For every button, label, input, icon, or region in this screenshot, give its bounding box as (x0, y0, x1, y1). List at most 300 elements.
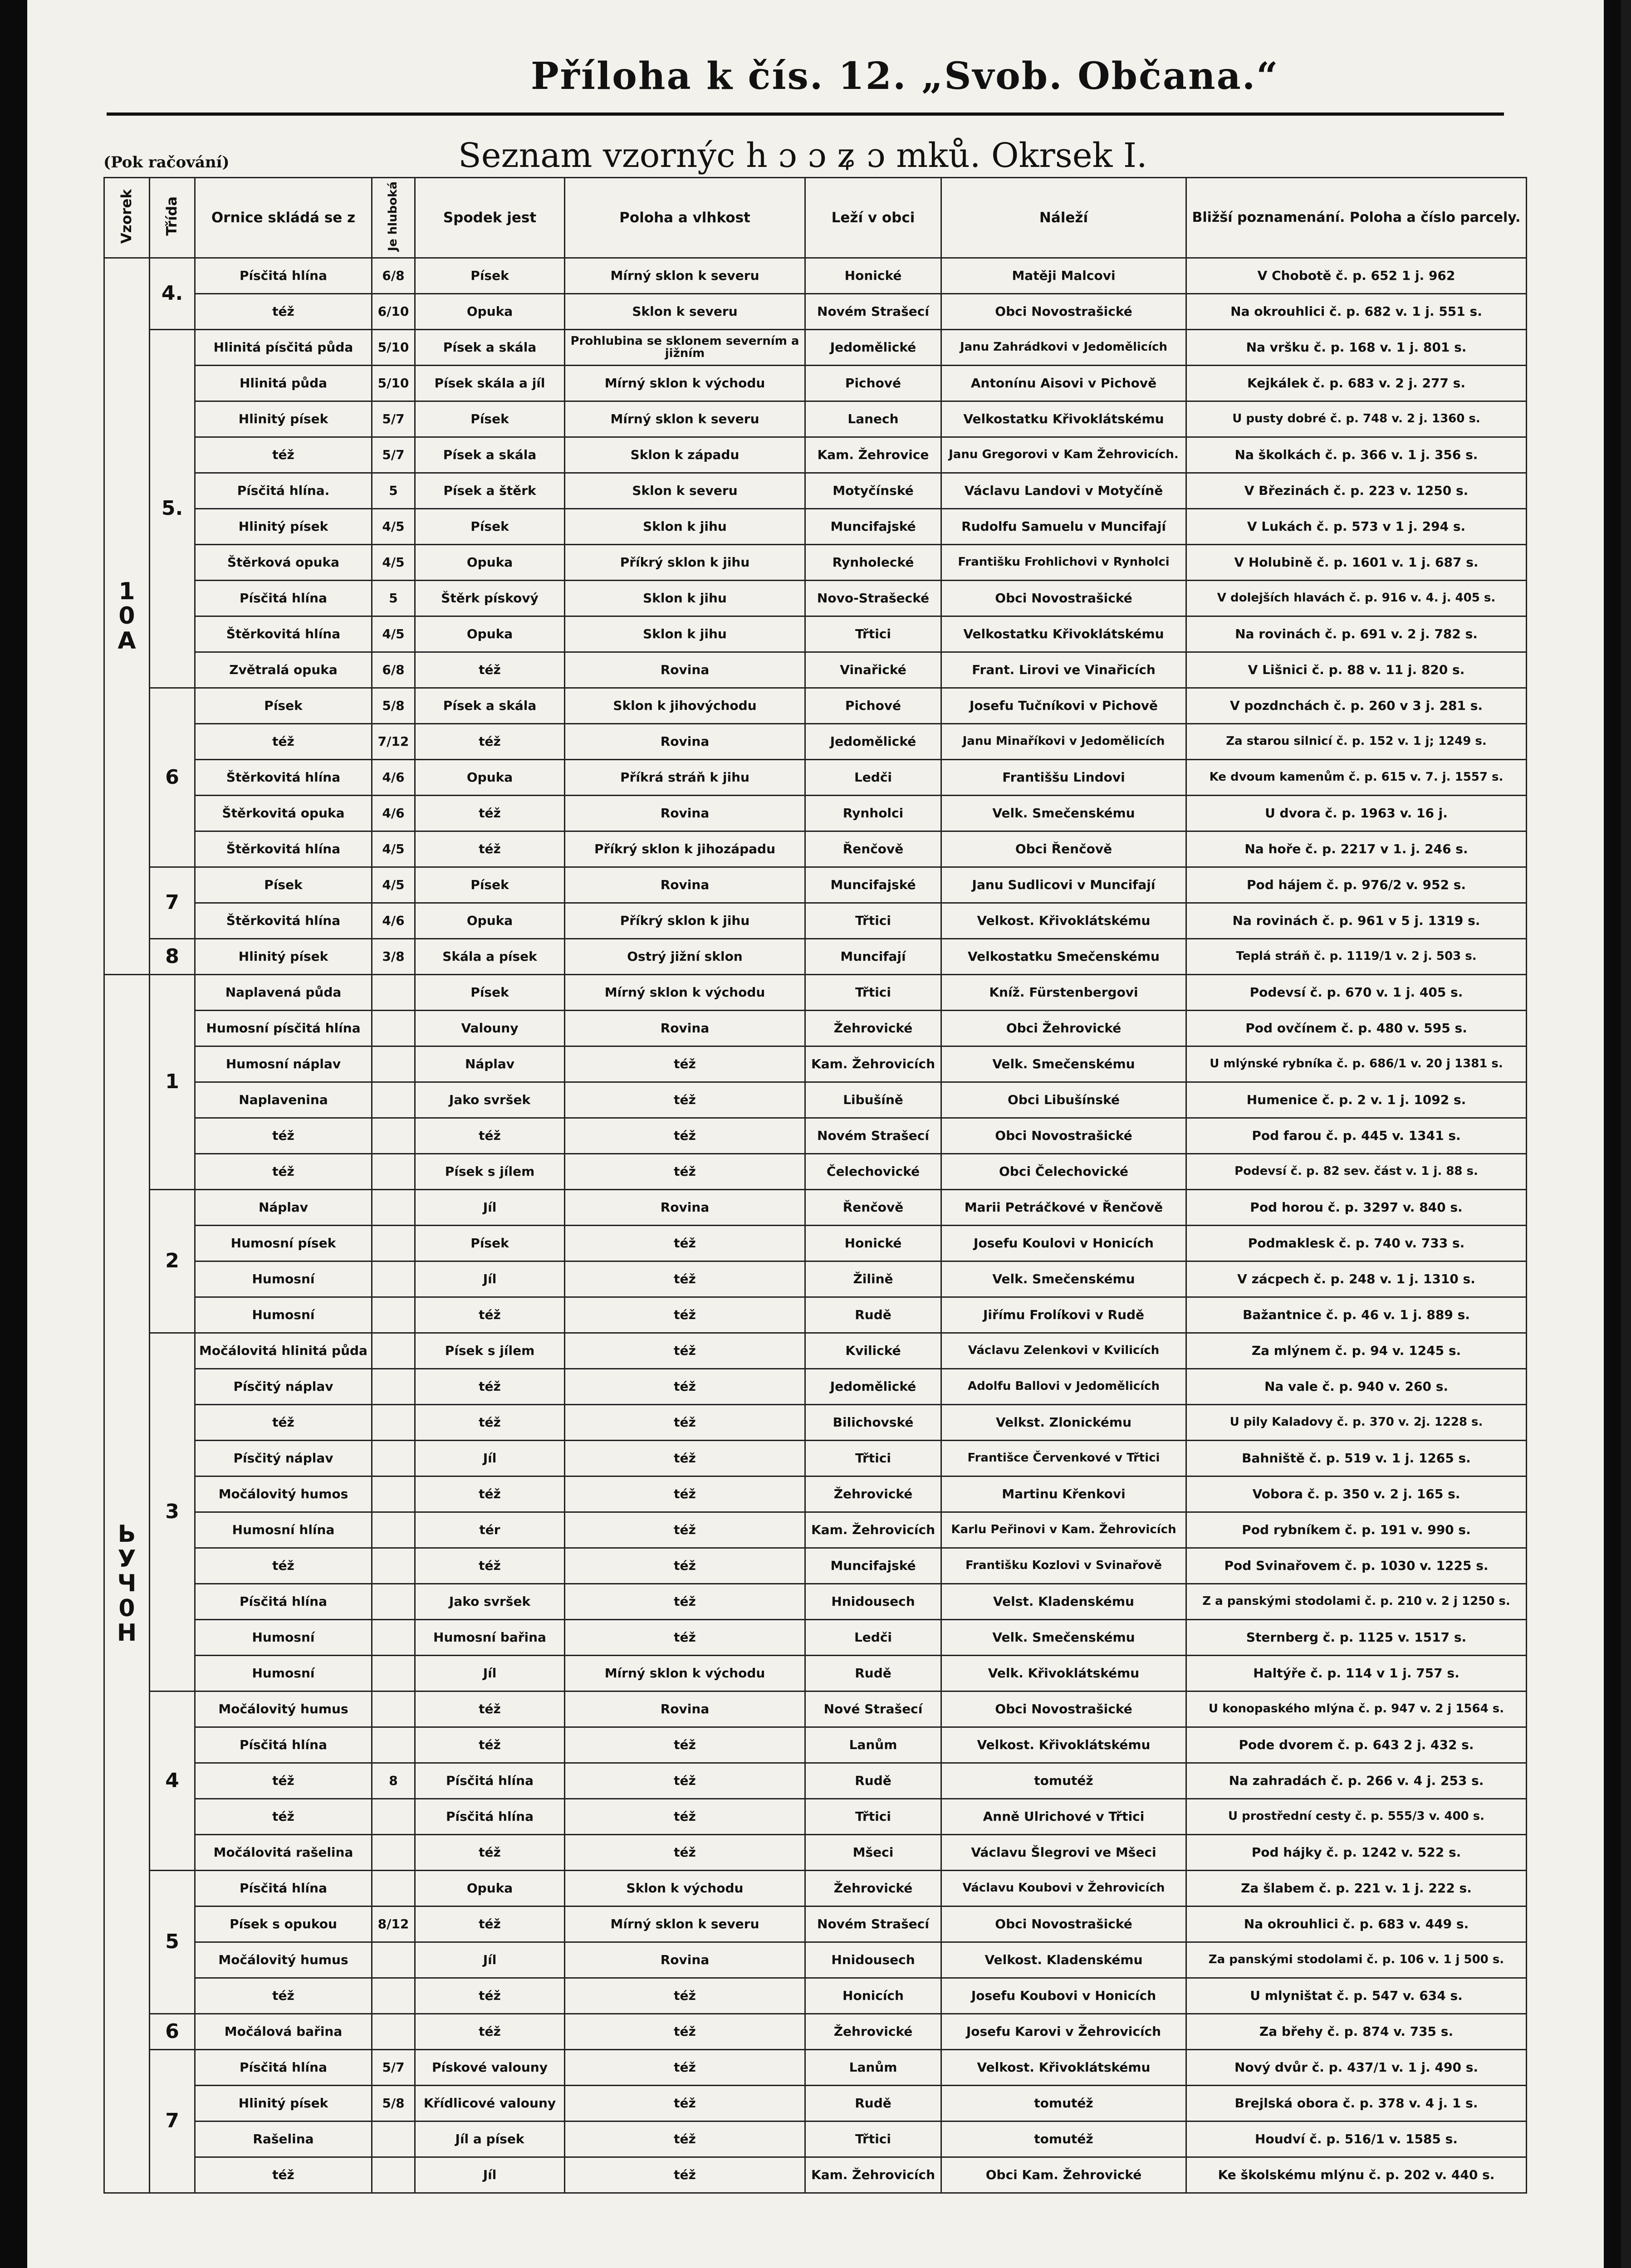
owner-cell: Rudolfu Samuelu v Muncifají (941, 509, 1186, 545)
depth-cell: 5/7 (372, 2050, 415, 2086)
table-row (104, 1118, 1527, 1154)
ornice-cell: též (195, 1548, 372, 1584)
obec-cell: Nové Strašecí (805, 1691, 941, 1727)
depth-cell (372, 1691, 415, 1727)
spodek-cell: též (415, 1118, 565, 1154)
owner-cell: Karlu Peřinovi v Kam. Žehrovicích (941, 1512, 1186, 1548)
depth-cell (372, 1405, 415, 1441)
ornice-cell: Písek s opukou (195, 1906, 372, 1942)
depth-cell (372, 1656, 415, 1691)
depth-cell: 4/5 (372, 545, 415, 581)
depth-cell (372, 1978, 415, 2014)
obec-cell: Hnidousech (805, 1584, 941, 1620)
parcel-note-cell: Za břehy č. p. 874 v. 735 s. (1186, 2014, 1527, 2050)
ornice-cell: Močálovitý humus (195, 1691, 372, 1727)
obec-cell: Rudě (805, 1763, 941, 1799)
parcel-note-cell: V Lišnici č. p. 88 v. 11 j. 820 s. (1186, 652, 1527, 688)
owner-cell: Adolfu Ballovi v Jedomělicích (941, 1369, 1186, 1405)
table-row (104, 2086, 1527, 2121)
table-row (104, 1763, 1527, 1799)
ornice-cell: Hlinitý písek (195, 401, 372, 437)
obec-cell: Rudě (805, 1656, 941, 1691)
owner-cell: Obci Novostrašické (941, 294, 1186, 330)
depth-cell: 5/8 (372, 688, 415, 724)
table-row (104, 1261, 1527, 1297)
poloha-cell: též (565, 1620, 805, 1656)
obec-cell: Kam. Žehrovice (805, 437, 941, 473)
poloha-cell: Rovina (565, 1011, 805, 1046)
ornice-cell: též (195, 1799, 372, 1835)
table-row (104, 616, 1527, 652)
parcel-note-cell: Bažantnice č. p. 46 v. 1 j. 889 s. (1186, 1297, 1527, 1333)
depth-cell (372, 1261, 415, 1297)
spodek-cell: Písek a štěrk (415, 473, 565, 509)
parcel-note-cell: V Lukách č. p. 573 v 1 j. 294 s. (1186, 509, 1527, 545)
parcel-note-cell: Pode dvorem č. p. 643 2 j. 432 s. (1186, 1727, 1527, 1763)
table-row (104, 1405, 1527, 1441)
spodek-cell: Písek (415, 1226, 565, 1261)
ornice-cell: Štěrkovitá hlína (195, 903, 372, 939)
poloha-cell: též (565, 1046, 805, 1082)
spodek-cell: Písek (415, 509, 565, 545)
obec-cell: Žehrovické (805, 1871, 941, 1906)
owner-cell: Václavu Landovi v Motyčíně (941, 473, 1186, 509)
spodek-cell: Písek (415, 258, 565, 294)
owner-cell: Josefu Tučníkovi v Pichově (941, 688, 1186, 724)
parcel-note-cell: Podmaklesk č. p. 740 v. 733 s. (1186, 1226, 1527, 1261)
poloha-cell: Rovina (565, 1691, 805, 1727)
obec-cell: Třtici (805, 1441, 941, 1476)
depth-cell: 4/5 (372, 867, 415, 903)
obec-cell: Řenčově (805, 1190, 941, 1226)
depth-cell (372, 1871, 415, 1906)
spodek-cell: též (415, 1369, 565, 1405)
owner-cell: Obci Novostrašické (941, 581, 1186, 616)
parcel-note-cell: Za starou silnicí č. p. 152 v. 1 j; 1249 s. (1186, 724, 1527, 760)
spodek-cell: též (415, 1297, 565, 1333)
owner-cell: tomutéž (941, 2086, 1186, 2121)
table-row (104, 1548, 1527, 1584)
owner-cell: tomutéž (941, 2121, 1186, 2157)
poloha-cell: Příkrý sklon k jihu (565, 545, 805, 581)
col-obec: Leží v obci (805, 178, 941, 258)
table-row (104, 831, 1527, 867)
owner-cell: Velkost. Křivoklátskému (941, 1727, 1186, 1763)
poloha-cell: Mírný sklon k severu (565, 258, 805, 294)
ornice-cell: Naplavenina (195, 1082, 372, 1118)
depth-cell (372, 1011, 415, 1046)
parcel-note-cell: Ke školskému mlýnu č. p. 202 v. 440 s. (1186, 2157, 1527, 2193)
owner-cell: Janu Sudlicovi v Muncifají (941, 867, 1186, 903)
owner-cell: Václavu Šlegrovi ve Mšeci (941, 1835, 1186, 1871)
poloha-cell: též (565, 1333, 805, 1369)
obec-cell: Žehrovické (805, 2014, 941, 2050)
depth-cell: 5 (372, 581, 415, 616)
class-number: 5 (150, 1871, 195, 2014)
owner-cell: Janu Zahrádkovi v Jedomělicích (941, 330, 1186, 366)
col-trida: Třída (150, 178, 195, 258)
poloha-cell: též (565, 1978, 805, 2014)
owner-cell: Václavu Koubovi v Žehrovicích (941, 1871, 1186, 1906)
parcel-note-cell: U pily Kaladovy č. p. 370 v. 2j. 1228 s. (1186, 1405, 1527, 1441)
depth-cell (372, 1835, 415, 1871)
table-row (104, 1691, 1527, 1727)
depth-cell (372, 1584, 415, 1620)
poloha-cell: též (565, 1297, 805, 1333)
vzorek-group-cell: Ь У Ч 0 Н (104, 975, 150, 2193)
spodek-cell: též (415, 2014, 565, 2050)
class-number: 3 (150, 1333, 195, 1691)
poloha-cell: též (565, 2014, 805, 2050)
depth-cell: 8 (372, 1763, 415, 1799)
table-row (104, 652, 1527, 688)
depth-cell (372, 1333, 415, 1369)
obec-cell: Novém Strašecí (805, 1118, 941, 1154)
owner-cell: Velkostatku Křivoklátskému (941, 616, 1186, 652)
parcel-note-cell: Za šlabem č. p. 221 v. 1 j. 222 s. (1186, 1871, 1527, 1906)
owner-cell: Obci Novostrašické (941, 1691, 1186, 1727)
owner-cell: Obci Novostrašické (941, 1118, 1186, 1154)
table-row (104, 1727, 1527, 1763)
obec-cell: Mšeci (805, 1835, 941, 1871)
parcel-note-cell: Na vršku č. p. 168 v. 1 j. 801 s. (1186, 330, 1527, 366)
spodek-cell: Písčitá hlína (415, 1763, 565, 1799)
ornice-cell: Humosní písčitá hlína (195, 1011, 372, 1046)
parcel-note-cell: Na rovinách č. p. 961 v 5 j. 1319 s. (1186, 903, 1527, 939)
depth-cell (372, 1512, 415, 1548)
spodek-cell: Opuka (415, 1871, 565, 1906)
ornice-cell: Hlinitá písčitá půda (195, 330, 372, 366)
obec-cell: Novém Strašecí (805, 294, 941, 330)
poloha-cell: Sklon k jihu (565, 509, 805, 545)
depth-cell (372, 2014, 415, 2050)
parcel-note-cell: U pusty dobré č. p. 748 v. 2 j. 1360 s. (1186, 401, 1527, 437)
spodek-cell: Opuka (415, 294, 565, 330)
ornice-cell: Močálovitý humus (195, 1942, 372, 1978)
spodek-cell: též (415, 652, 565, 688)
obec-cell: Hnidousech (805, 1942, 941, 1978)
owner-cell: Josefu Koubovi v Honicích (941, 1978, 1186, 2014)
poloha-cell: též (565, 1799, 805, 1835)
col-nalezi: Náleží (941, 178, 1186, 258)
owner-cell: Anně Ulrichové v Třtici (941, 1799, 1186, 1835)
parcel-note-cell: Na okrouhlici č. p. 683 v. 449 s. (1186, 1906, 1527, 1942)
ornice-cell: Štěrková opuka (195, 545, 372, 581)
table-row (104, 1154, 1527, 1190)
ornice-cell: též (195, 1978, 372, 2014)
ornice-cell: Močálovitá rašelina (195, 1835, 372, 1871)
poloha-cell: Mírný sklon k severu (565, 401, 805, 437)
parcel-note-cell: Za mlýnem č. p. 94 v. 1245 s. (1186, 1333, 1527, 1369)
depth-cell (372, 1190, 415, 1226)
obec-cell: Honické (805, 258, 941, 294)
depth-cell (372, 1082, 415, 1118)
poloha-cell: též (565, 1261, 805, 1297)
poloha-cell: Ostrý jižní sklon (565, 939, 805, 975)
table-row (104, 939, 1527, 975)
ornice-cell: Písčitá hlína (195, 581, 372, 616)
parcel-note-cell: Na vale č. p. 940 v. 260 s. (1186, 1369, 1527, 1405)
depth-cell (372, 975, 415, 1011)
class-number: 6 (150, 2014, 195, 2050)
poloha-cell: Příkrý sklon k jihozápadu (565, 831, 805, 867)
poloha-cell: též (565, 2121, 805, 2157)
poloha-cell: Prohlubina se sklonem severním a jižním (565, 330, 805, 366)
depth-cell: 3/8 (372, 939, 415, 975)
table-row (104, 1082, 1527, 1118)
poloha-cell: též (565, 1441, 805, 1476)
spodek-cell: Písek s jílem (415, 1333, 565, 1369)
ornice-cell: Štěrkovitá hlína (195, 831, 372, 867)
table-row (104, 258, 1527, 294)
spodek-cell: Náplav (415, 1046, 565, 1082)
ornice-cell: Písek (195, 688, 372, 724)
depth-cell (372, 1226, 415, 1261)
poloha-cell: Sklon k severu (565, 473, 805, 509)
poloha-cell: též (565, 2157, 805, 2193)
owner-cell: Obci Novostrašické (941, 1906, 1186, 1942)
owner-cell: Antonínu Aisovi v Pichově (941, 366, 1186, 401)
poloha-cell: též (565, 1512, 805, 1548)
owner-cell: Obci Řenčově (941, 831, 1186, 867)
spodek-cell: Písek (415, 867, 565, 903)
ornice-cell: Humosní písek (195, 1226, 372, 1261)
spodek-cell: Jíl (415, 2157, 565, 2193)
poloha-cell: Rovina (565, 1942, 805, 1978)
ornice-cell: Humosní (195, 1656, 372, 1691)
ornice-cell: Štěrkovitá opuka (195, 796, 372, 831)
obec-cell: Novo-Strašecké (805, 581, 941, 616)
parcel-note-cell: Na hoře č. p. 2217 v 1. j. 246 s. (1186, 831, 1527, 867)
ornice-cell: Hlinitý písek (195, 2086, 372, 2121)
ornice-cell: též (195, 437, 372, 473)
table-body (104, 258, 1527, 2193)
owner-cell: Velk. Smečenskému (941, 1046, 1186, 1082)
col-ornice: Ornice skládá se z (195, 178, 372, 258)
owner-cell: Velkost. Křivoklátskému (941, 2050, 1186, 2086)
spodek-cell: Jako svršek (415, 1584, 565, 1620)
parcel-note-cell: U mlyništat č. p. 547 v. 634 s. (1186, 1978, 1527, 2014)
owner-cell: Františku Frohlichovi v Rynholci (941, 545, 1186, 581)
class-number: 2 (150, 1190, 195, 1333)
ornice-cell: Hlinitý písek (195, 509, 372, 545)
obec-cell: Novém Strašecí (805, 1906, 941, 1942)
parcel-note-cell: U mlýnské rybníka č. p. 686/1 v. 20 j 1381 s. (1186, 1046, 1527, 1082)
ornice-cell: též (195, 1118, 372, 1154)
poloha-cell: Sklon k jihu (565, 616, 805, 652)
depth-cell: 7/12 (372, 724, 415, 760)
ornice-cell: Písčitá hlína (195, 1727, 372, 1763)
depth-cell: 5/10 (372, 330, 415, 366)
parcel-note-cell: Bahniště č. p. 519 v. 1 j. 1265 s. (1186, 1441, 1527, 1476)
col-poloha: Poloha a vlhkost (565, 178, 805, 258)
obec-cell: Ledči (805, 1620, 941, 1656)
spodek-cell: Opuka (415, 760, 565, 796)
depth-cell (372, 1799, 415, 1835)
table-row (104, 1441, 1527, 1476)
vzorek-group-cell: 1 0 A (104, 258, 150, 975)
ornice-cell: Močálová bařina (195, 2014, 372, 2050)
poloha-cell: Mírný sklon k východu (565, 366, 805, 401)
parcel-note-cell: Pod hájky č. p. 1242 v. 522 s. (1186, 1835, 1527, 1871)
owner-cell: Josefu Koulovi v Honicích (941, 1226, 1186, 1261)
obec-cell: Pichové (805, 688, 941, 724)
obec-cell: Pichové (805, 366, 941, 401)
parcel-note-cell: V Chobotě č. p. 652 1 j. 962 (1186, 258, 1527, 294)
owner-cell: Obci Žehrovické (941, 1011, 1186, 1046)
spodek-cell: Pískové valouny (415, 2050, 565, 2086)
table-row (104, 1978, 1527, 2014)
depth-cell (372, 1297, 415, 1333)
depth-cell: 4/6 (372, 760, 415, 796)
obec-cell: Třtici (805, 1799, 941, 1835)
table-row (104, 330, 1527, 366)
ornice-cell: Humosní (195, 1261, 372, 1297)
poloha-cell: též (565, 1584, 805, 1620)
table-row (104, 1369, 1527, 1405)
obec-cell: Jedomělické (805, 1369, 941, 1405)
ornice-cell: Močálovitý humos (195, 1476, 372, 1512)
table-row (104, 1512, 1527, 1548)
spodek-cell: Písek a skála (415, 688, 565, 724)
owner-cell: Marii Petráčkové v Řenčově (941, 1190, 1186, 1226)
spodek-cell: též (415, 796, 565, 831)
ornice-cell: Písčitá hlína. (195, 473, 372, 509)
table-row (104, 1297, 1527, 1333)
depth-cell (372, 1046, 415, 1082)
header-rule (107, 112, 1504, 116)
table-row (104, 688, 1527, 724)
spodek-cell: též (415, 1835, 565, 1871)
poloha-cell: též (565, 1082, 805, 1118)
spodek-cell: Písek skála a jíl (415, 366, 565, 401)
parcel-note-cell: Humenice č. p. 2 v. 1 j. 1092 s. (1186, 1082, 1527, 1118)
continuation-note: (Pok račování) (103, 153, 230, 171)
spodek-cell: též (415, 1691, 565, 1727)
ornice-cell: též (195, 1154, 372, 1190)
table-row (104, 975, 1527, 1011)
parcel-note-cell: Z a panskými stodolami č. p. 210 v. 2 j 1250 s. (1186, 1584, 1527, 1620)
parcel-note-cell: U dvora č. p. 1963 v. 16 j. (1186, 796, 1527, 831)
owner-cell: Velkostatku Smečenskému (941, 939, 1186, 975)
owner-cell: Obci Libušínské (941, 1082, 1186, 1118)
obec-cell: Muncifajské (805, 509, 941, 545)
ornice-cell: Humosní náplav (195, 1046, 372, 1082)
obec-cell: Jedomělické (805, 330, 941, 366)
table-row (104, 1476, 1527, 1512)
ornice-cell: též (195, 294, 372, 330)
poloha-cell: též (565, 1154, 805, 1190)
obec-cell: Kam. Žehrovicích (805, 1046, 941, 1082)
parcel-note-cell: Ke dvoum kamenům č. p. 615 v. 7. j. 1557 s. (1186, 760, 1527, 796)
depth-cell: 4/5 (372, 831, 415, 867)
table-row (104, 724, 1527, 760)
table-row (104, 2014, 1527, 2050)
ornice-cell: Písek (195, 867, 372, 903)
parcel-note-cell: Haltýře č. p. 114 v 1 j. 757 s. (1186, 1656, 1527, 1691)
obec-cell: Jedomělické (805, 724, 941, 760)
table-row (104, 401, 1527, 437)
spodek-cell: Jako svršek (415, 1082, 565, 1118)
table-row (104, 366, 1527, 401)
poloha-cell: též (565, 1835, 805, 1871)
owner-cell: Frant. Lirovi ve Vinařicích (941, 652, 1186, 688)
table-row (104, 581, 1527, 616)
table-row (104, 1835, 1527, 1871)
obec-cell: Honické (805, 1226, 941, 1261)
spodek-cell: Valouny (415, 1011, 565, 1046)
spodek-cell: též (415, 831, 565, 867)
obec-cell: Rynholci (805, 796, 941, 831)
obec-cell: Žehrovické (805, 1011, 941, 1046)
poloha-cell: Příkrý sklon k jihu (565, 903, 805, 939)
parcel-note-cell: Pod farou č. p. 445 v. 1341 s. (1186, 1118, 1527, 1154)
depth-cell: 5/7 (372, 437, 415, 473)
table-row (104, 545, 1527, 581)
owner-cell: Velst. Kladenskému (941, 1584, 1186, 1620)
depth-cell (372, 1154, 415, 1190)
ornice-cell: Hlinitý písek (195, 939, 372, 975)
poloha-cell: Rovina (565, 867, 805, 903)
poloha-cell: též (565, 1118, 805, 1154)
ornice-cell: Humosní (195, 1297, 372, 1333)
poloha-cell: Sklon k severu (565, 294, 805, 330)
parcel-note-cell: Vobora č. p. 350 v. 2 j. 165 s. (1186, 1476, 1527, 1512)
table-row (104, 1656, 1527, 1691)
parcel-note-cell: Na okrouhlici č. p. 682 v. 1 j. 551 s. (1186, 294, 1527, 330)
table-row (104, 2050, 1527, 2086)
poloha-cell: též (565, 1405, 805, 1441)
ornice-cell: Hlinitá půda (195, 366, 372, 401)
ornice-cell: Zvětralá opuka (195, 652, 372, 688)
spodek-cell: též (415, 1727, 565, 1763)
depth-cell (372, 2157, 415, 2193)
class-number: 6 (150, 688, 195, 867)
obec-cell: Honicích (805, 1978, 941, 2014)
table-row (104, 1190, 1527, 1226)
table-row (104, 509, 1527, 545)
parcel-note-cell: Pod rybníkem č. p. 191 v. 990 s. (1186, 1512, 1527, 1548)
poloha-cell: Sklon k jihovýchodu (565, 688, 805, 724)
poloha-cell: Mírný sklon k východu (565, 1656, 805, 1691)
table-row (104, 1906, 1527, 1942)
obec-cell: Rudě (805, 1297, 941, 1333)
owner-cell: Janu Gregorovi v Kam Žehrovicích. (941, 437, 1186, 473)
ornice-cell: Humosní (195, 1620, 372, 1656)
poloha-cell: též (565, 2050, 805, 2086)
class-number: 7 (150, 867, 195, 939)
table-row (104, 903, 1527, 939)
ornice-cell: též (195, 724, 372, 760)
owner-cell: Velk. Smečenskému (941, 1620, 1186, 1656)
obec-cell: Rynholecké (805, 545, 941, 581)
table-row (104, 437, 1527, 473)
table-row (104, 294, 1527, 330)
table-header-row (104, 178, 1527, 258)
owner-cell: Velk. Smečenskému (941, 1261, 1186, 1297)
owner-cell: Josefu Karovi v Žehrovicích (941, 2014, 1186, 2050)
soil-sample-table (103, 177, 1527, 2194)
table-row (104, 796, 1527, 831)
owner-cell: Obci Kam. Žehrovické (941, 2157, 1186, 2193)
parcel-note-cell: V Holubině č. p. 1601 v. 1 j. 687 s. (1186, 545, 1527, 581)
class-number: 5. (150, 330, 195, 688)
col-poznamka: Bližší poznamenání. Poloha a číslo parcely. (1186, 178, 1527, 258)
table-row (104, 1942, 1527, 1978)
parcel-note-cell: Pod ovčínem č. p. 480 v. 595 s. (1186, 1011, 1527, 1046)
ornice-cell: Písčitá hlína (195, 258, 372, 294)
spodek-cell: též (415, 1476, 565, 1512)
